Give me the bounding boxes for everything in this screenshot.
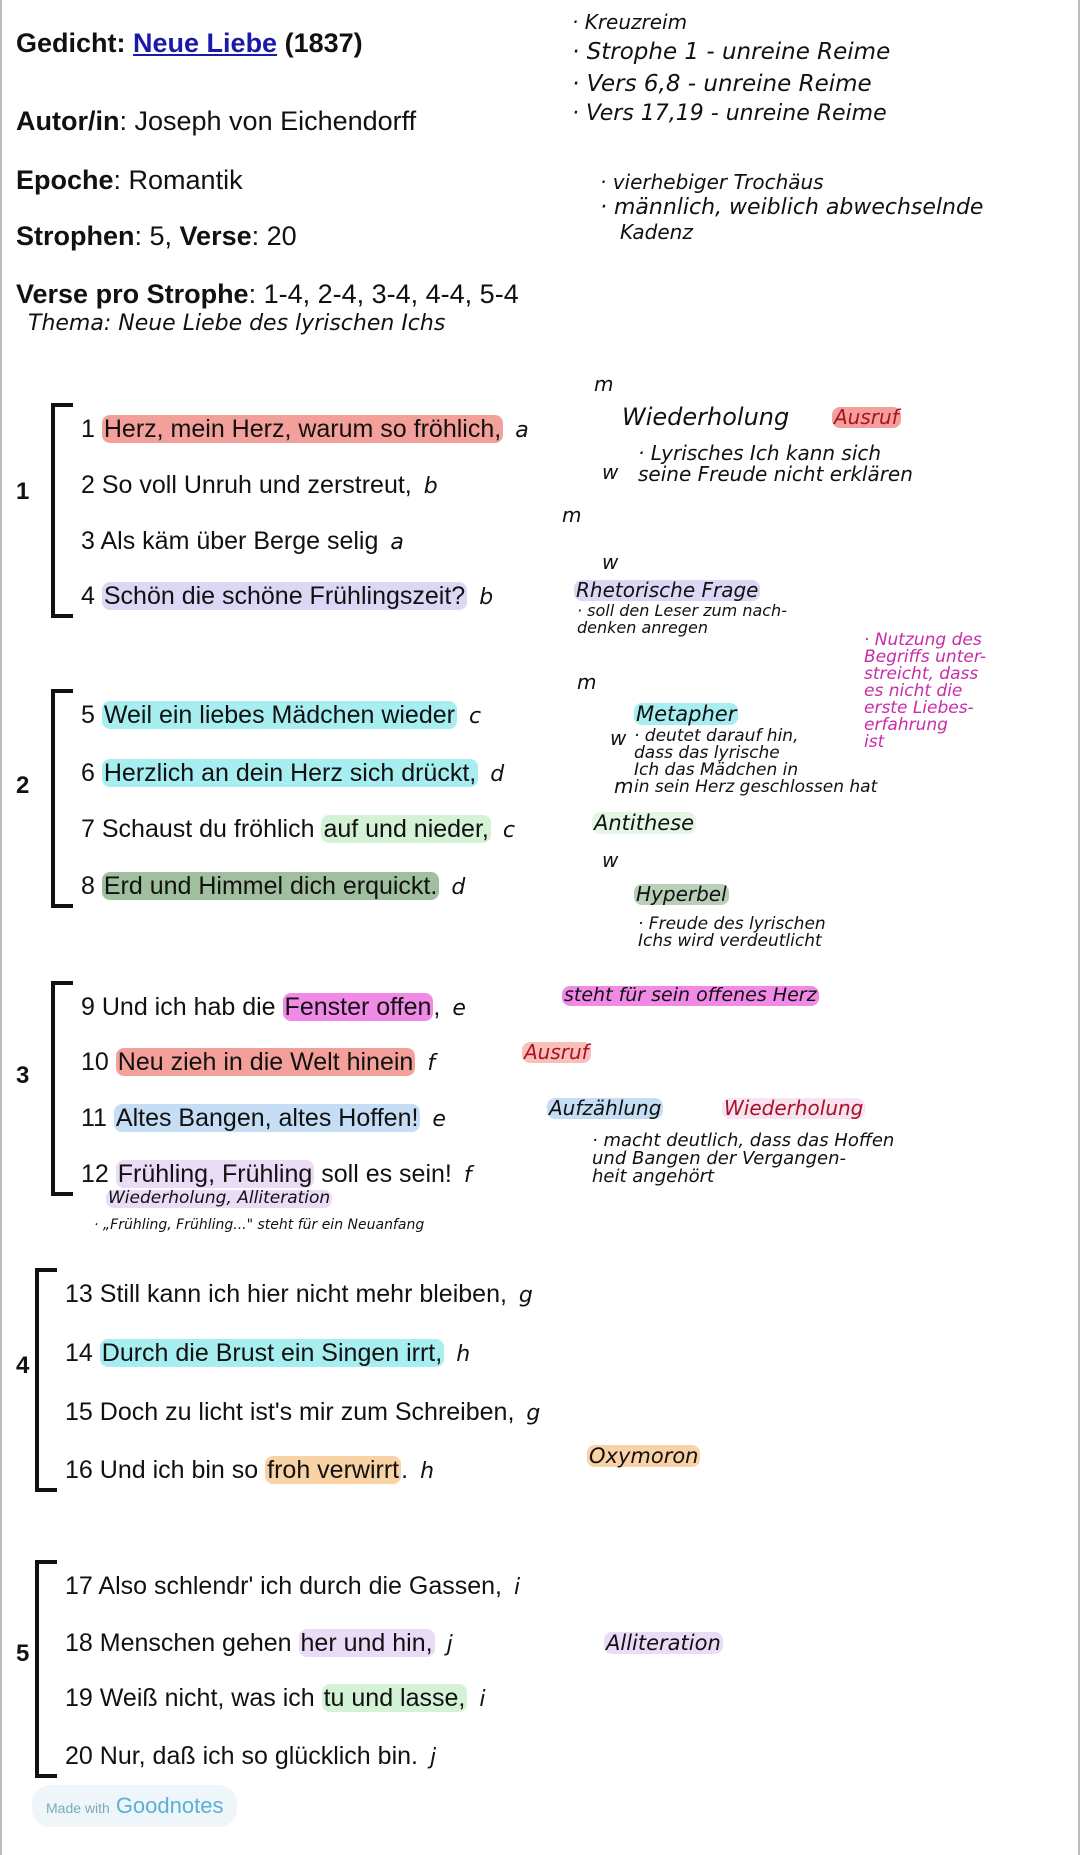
rhyme-letter: j (429, 1745, 437, 1770)
verse-pre: Also schlendr' ich durch die Gassen, (98, 1572, 502, 1600)
note-antithese: Antithese (594, 811, 695, 835)
rhyme-letter: a (515, 418, 529, 443)
verse-line (65, 1572, 520, 1601)
rhyme-letter: f (427, 1051, 436, 1076)
note-neuanfang: · „Frühling, Frühling..." steht für ein Neuanfang (94, 1217, 425, 1233)
verse-line (65, 1629, 453, 1658)
meter-mark: m (577, 670, 597, 694)
autor-value: : Joseph von Eichendorff (119, 106, 417, 136)
goodnotes-logo: Goodnotes (115, 1793, 224, 1818)
goodnotes-badge[interactable] (32, 1785, 237, 1827)
meter-mark: w (602, 848, 619, 872)
verse-pre: Schaust du fröhlich (101, 815, 322, 843)
rhyme-letter: g (526, 1401, 541, 1426)
verse-hl: Durch die Brust ein Singen irrt, (101, 1339, 443, 1367)
poem-year: (1837) (284, 28, 363, 58)
verse-line (81, 1160, 472, 1189)
rhyme-letter: f (463, 1163, 472, 1188)
verse-line (65, 1280, 533, 1309)
vps-line (16, 279, 519, 310)
verse-n: 17 (65, 1572, 93, 1600)
verse-hl: Herzlich an dein Herz sich drückt, (103, 759, 477, 787)
rhyme-letter: i (513, 1575, 521, 1600)
verse-hl: Fenster offen (284, 993, 432, 1021)
note-kreuzreim: · Kreuzreim (572, 10, 688, 34)
strophen-value: : 5, (134, 221, 180, 251)
verse-line (81, 415, 529, 444)
note-oxymoron: Oxymoron (589, 1444, 699, 1468)
verse-line (65, 1456, 434, 1485)
verse-hl: Neu zieh in die Welt hinein (117, 1048, 414, 1076)
verse-hl: Weil ein liebes Mädchen wieder (103, 701, 455, 729)
verse-n: 4 (81, 582, 95, 610)
verse-pre: Und ich hab die (101, 993, 283, 1021)
epoche-label: Epoche (16, 165, 114, 195)
verse-pre: Und ich bin so (99, 1456, 266, 1484)
verse-post: , (433, 993, 441, 1021)
stanza-bracket (35, 1268, 57, 1492)
verse-line (81, 527, 404, 556)
note-vers68: · Vers 6,8 - unreine Reime (572, 71, 872, 97)
note-metapher: Metapher (636, 702, 737, 726)
rhyme-letter: c (468, 704, 482, 729)
verse-line (65, 1398, 540, 1427)
meter-mark: w (602, 550, 619, 574)
note-offenes-herz: steht für sein offenes Herz (564, 984, 817, 1006)
verse-n: 5 (81, 701, 95, 729)
verse-line (81, 815, 515, 844)
rhyme-letter: b (423, 474, 438, 499)
verse-n: 8 (81, 872, 95, 900)
note-wiederholung: Wiederholung (622, 403, 790, 431)
verse-pre: Menschen gehen (99, 1629, 299, 1657)
verse-line (65, 1684, 485, 1713)
stanza-number: 3 (16, 1062, 30, 1089)
verse-post: soll es sein! (314, 1160, 452, 1188)
meter-mark: m (594, 372, 614, 396)
verse-n: 10 (81, 1048, 109, 1076)
stanza-bracket (51, 981, 73, 1196)
verse-n: 11 (81, 1104, 107, 1132)
note-kadenz: · männlich, weiblich abwechselnde (600, 195, 984, 220)
rhyme-letter: b (479, 585, 494, 610)
verse-pre: Doch zu licht ist's mir zum Schreiben, (99, 1398, 515, 1426)
meter-mark: w (602, 460, 619, 484)
verse-n: 15 (65, 1398, 93, 1426)
note-ausruf-2: Ausruf (524, 1040, 589, 1064)
note-kadenz-2: Kadenz (620, 220, 693, 244)
verse-line (81, 582, 493, 611)
stanza-bracket (51, 403, 73, 618)
verse-n: 14 (65, 1339, 93, 1367)
verse-n: 2 (81, 471, 95, 499)
verse-hl: her und hin, (300, 1629, 433, 1657)
rhyme-letter: a (390, 530, 404, 555)
verse-pre: Nur, daß ich so glücklich bin. (99, 1742, 418, 1770)
verse-line (65, 1339, 470, 1368)
autor-label: Autor/in (16, 106, 120, 136)
note-wiederholung-alliteration: Wiederholung, Alliteration (108, 1188, 331, 1208)
meter-mark: m (562, 503, 582, 527)
note-alliteration: Alliteration (606, 1631, 721, 1655)
note-ausruf-1: Ausruf (834, 405, 899, 429)
verse-line (81, 872, 465, 901)
note-rhetorische-frage: Rhetorische Frage (576, 578, 759, 602)
verse-line (81, 993, 466, 1022)
rhyme-letter: h (456, 1342, 471, 1367)
rhyme-letter: d (451, 875, 466, 900)
stanza-number: 4 (16, 1352, 30, 1379)
verse-n: 3 (81, 527, 95, 555)
verse-n: 6 (81, 759, 95, 787)
stanza-number: 5 (16, 1640, 30, 1667)
verse-line (81, 701, 481, 730)
verse-value: : 20 (251, 221, 297, 251)
rhyme-letter: e (452, 996, 466, 1021)
poem-title-link[interactable]: Neue Liebe (133, 28, 278, 58)
vps-value: : 1-4, 2-4, 3-4, 4-4, 5-4 (248, 279, 519, 309)
verse-pre: Als käm über Berge selig (100, 527, 379, 555)
strophen-line (16, 221, 297, 252)
verse-hl: Altes Bangen, altes Hoffen! (115, 1104, 419, 1132)
stanza-bracket (35, 1560, 57, 1778)
note-trochaeus: · vierhebiger Trochäus (600, 170, 824, 194)
note-wiederholung-2: Wiederholung (724, 1096, 864, 1120)
note-vers1719: · Vers 17,19 - unreine Reime (572, 101, 887, 126)
verse-line (81, 759, 504, 788)
note-aufzaehlung: Aufzählung (549, 1096, 662, 1120)
made-with-label: Made with (46, 1800, 110, 1816)
verse-label: Verse (179, 221, 252, 251)
note-lyrisches-ich: · Lyrisches Ich kann sich seine Freude nicht erklären (638, 441, 913, 486)
note-hyperbel: Hyperbel (636, 882, 727, 906)
rhyme-letter: e (432, 1107, 446, 1132)
rhyme-letter: i (479, 1687, 486, 1712)
verse-hl: froh verwirrt (267, 1456, 400, 1484)
verse-n: 12 (81, 1160, 109, 1188)
verse-line (81, 471, 438, 500)
vps-label: Verse pro Strophe (16, 279, 249, 309)
rhyme-letter: h (420, 1459, 435, 1484)
verse-pre: Weiß nicht, was ich (99, 1684, 322, 1712)
autor-line (16, 106, 416, 137)
verse-hl: Erd und Himmel dich erquickt. (103, 872, 438, 900)
note-hyperbel-text: · Freude des lyrischen Ichs wird verdeutlicht (638, 914, 826, 951)
verse-pre: Still kann ich hier nicht mehr bleiben, (99, 1280, 507, 1308)
rhyme-letter: j (446, 1632, 453, 1657)
verse-line (81, 1048, 435, 1077)
note-hoffen-bangen: · macht deutlich, dass das Hoffen und Bangen der Vergangen- heit angehört (592, 1130, 895, 1187)
note-nutzung: · Nutzung des Begriffs unter- streicht, dass es nicht die erste Liebes- erfahrung ist (864, 630, 987, 752)
meter-mark: m (614, 774, 634, 798)
verse-hl: auf und nieder, (323, 815, 489, 843)
epoche-line (16, 165, 243, 196)
rhyme-letter: g (518, 1283, 533, 1308)
verse-post: . (401, 1456, 409, 1484)
verse-line (81, 1104, 446, 1133)
verse-hl: Herz, mein Herz, warum so fröhlich, (103, 415, 502, 443)
strophen-label: Strophen (16, 221, 135, 251)
rhyme-letter: c (502, 818, 515, 843)
meter-mark: w (610, 726, 627, 750)
verse-n: 20 (65, 1742, 93, 1770)
note-metapher-text: · deutet darauf hin, dass das lyrische Ich das Mädchen in in sein Herz geschlossen hat (634, 726, 878, 797)
stanza-number: 1 (16, 478, 30, 505)
verse-n: 13 (65, 1280, 93, 1308)
verse-hl: Schön die schöne Frühlingszeit? (103, 582, 466, 610)
thema-note: Thema: Neue Liebe des lyrischen Ichs (28, 311, 446, 336)
verse-n: 19 (65, 1684, 93, 1712)
stanza-bracket (51, 689, 73, 908)
stanza-number: 2 (16, 772, 30, 799)
verse-n: 7 (81, 815, 95, 843)
note-strophe1: · Strophe 1 - unreine Reime (572, 39, 891, 65)
epoche-value: : Romantik (113, 165, 243, 195)
verse-n: 9 (81, 993, 95, 1021)
verse-n: 16 (65, 1456, 93, 1484)
verse-n: 18 (65, 1629, 93, 1657)
gedicht-line (16, 28, 363, 59)
verse-n: 1 (81, 415, 95, 443)
verse-hl: tu und lasse, (323, 1684, 466, 1712)
note-leser: · soll den Leser zum nach- denken anregen (577, 601, 787, 637)
verse-pre: So voll Unruh und zerstreut, (101, 471, 412, 499)
rhyme-letter: d (490, 762, 505, 787)
verse-line (65, 1742, 436, 1771)
verse-hl: Frühling, Frühling (117, 1160, 313, 1188)
gedicht-label: Gedicht: (16, 28, 126, 58)
